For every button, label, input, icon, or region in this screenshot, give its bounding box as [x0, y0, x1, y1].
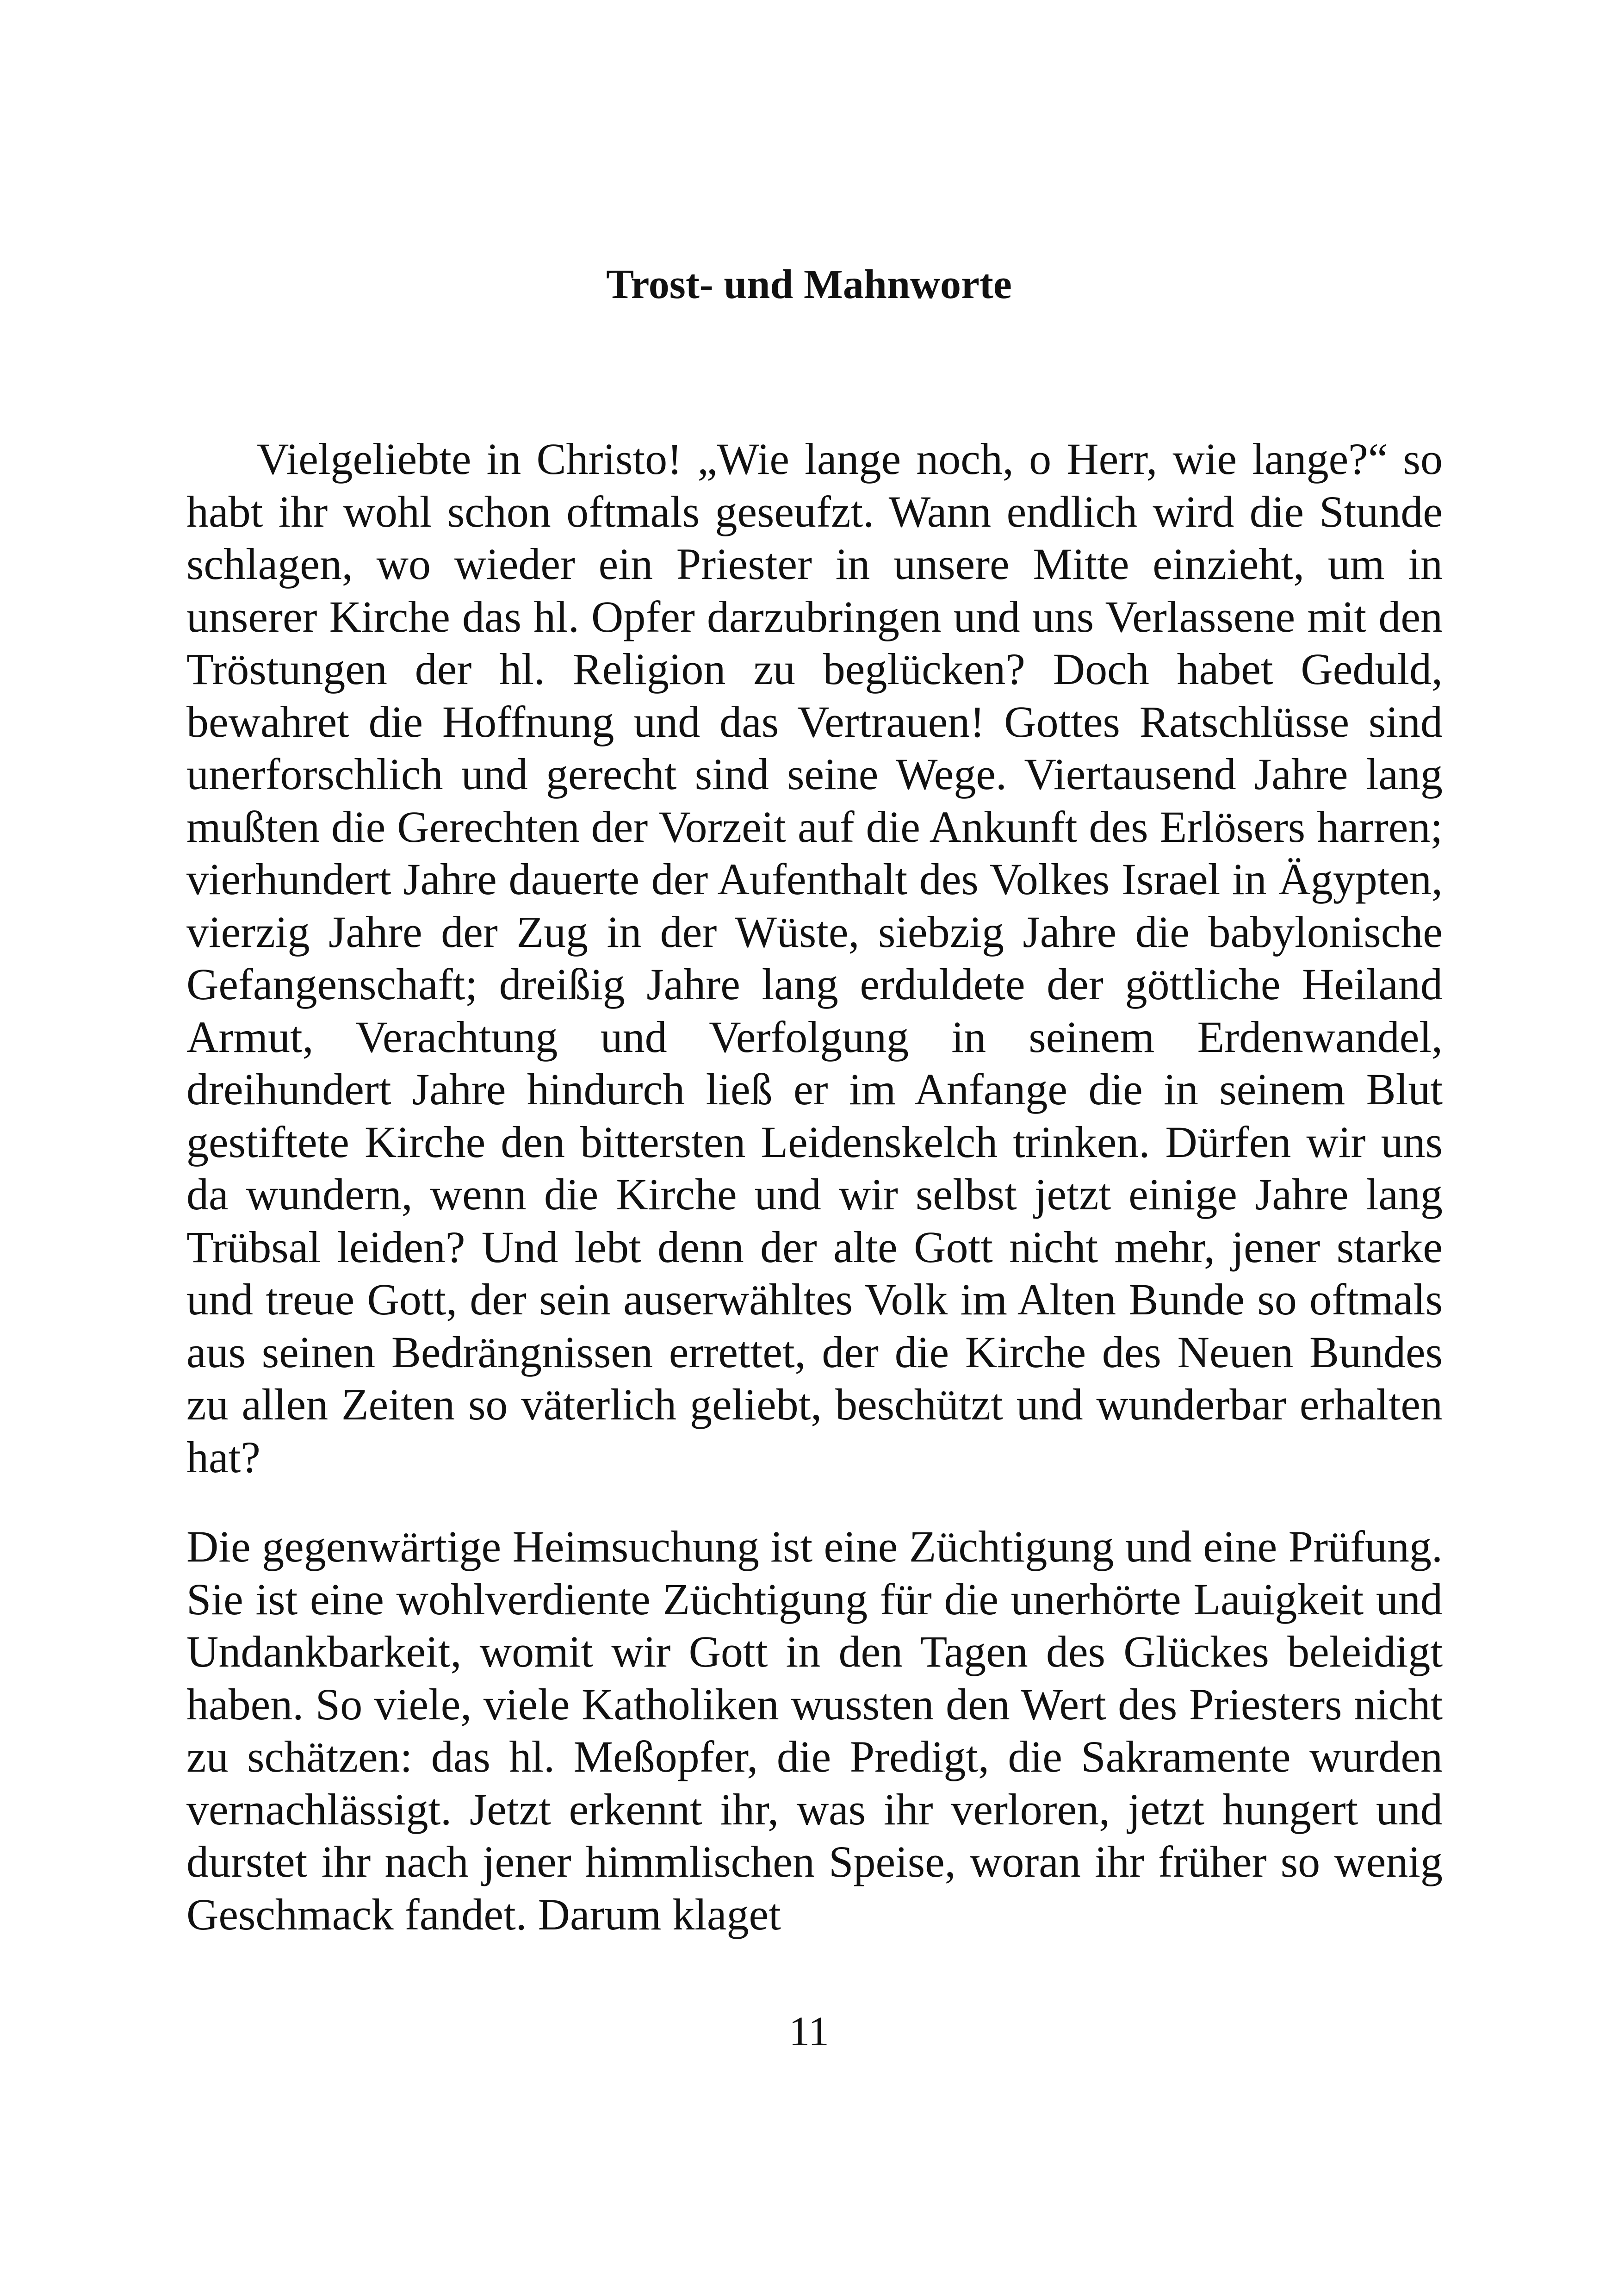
page-number: 11	[789, 2009, 829, 2054]
paragraph-1: Vielgeliebte in Christo! „Wie lange noch, o Herr, wie lange?“ so habt ihr wohl schon oftmals geseufzt. Wann endlich wird die Stunde schlagen, wo wieder ein Priester in unsere Mitte einzieht, um in unserer Kirche das hl. Opfer darzubringen und uns Verlassene mit den Tröstungen der hl. Religion zu beglücken? Doch habet Geduld, bewahret die Hoffnung und das Vertrauen! Gottes Ratschlüsse sind unerforschlich und gerecht sind seine Wege. Viertausend Jahre lang mußten die Gerechten der Vorzeit auf die Ankunft des Erlösers harren; vierhundert Jahre dauerte der Aufenthalt des Volkes Israel in Ägypten, vierzig Jahre der Zug in der Wüste, siebzig Jahre die babylonische Gefangenschaft; dreißig Jahre lang erduldete der göttliche Heiland Armut, Verachtung und Verfolgung in seinem Erdenwandel, dreihundert Jahre hindurch ließ er im Anfange die in seinem Blut gestiftete Kirche den bittersten Leidenskelch trinken. Dürfen wir uns da wundern, wenn die Kirche und wir selbst jetzt einige Jahre lang Trübsal leiden? Und lebt denn der alte Gott nicht mehr, jener starke und treue Gott, der sein auserwähltes Volk im Alten Bunde so oftmals aus seinen Bedrängnissen errettet, der die Kirche des Neuen Bundes zu allen Zeiten so väterlich geliebt, beschützt und wunderbar erhalten hat?	[186, 434, 1443, 1482]
body-text	[186, 433, 1443, 1941]
page-title: Trost- und Mahnworte	[606, 261, 1012, 307]
paragraph-2: Die gegenwärtige Heimsuchung ist eine Züchtigung und eine Prüfung. Sie ist eine wohlverdiente Züchtigung für die unerhörte Lauigkeit und Undankbarkeit, womit wir Gott in den Tagen des Glückes beleidigt haben. So viele, viele Katholiken wussten den Wert des Priesters nicht zu schätzen: das hl. Meßopfer, die Predigt, die Sakramente wurden vernachlässigt. Jetzt erkennt ihr, was ihr verloren, jetzt hungert und durstet ihr nach jener himmlischen Speise, woran ihr früher so wenig Geschmack fandet. Darum klaget	[186, 1522, 1443, 1939]
